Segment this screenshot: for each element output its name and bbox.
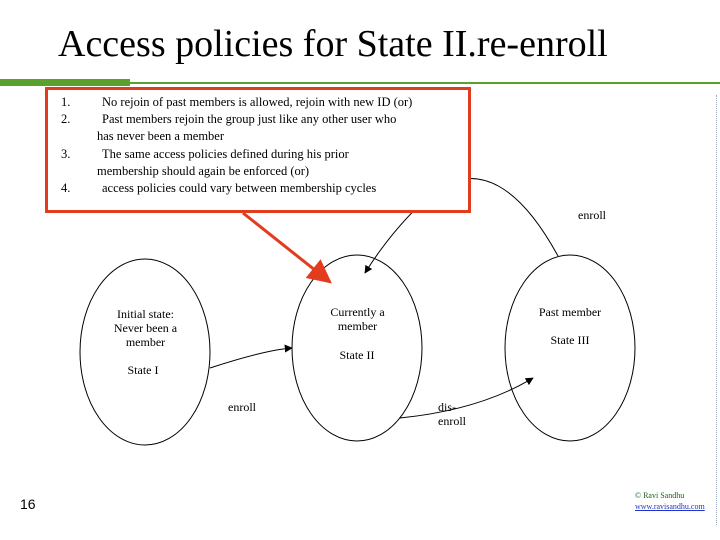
state-1-ellipse [80,259,210,445]
access-policy-callout [45,87,471,213]
state-1-text [98,307,193,349]
reenroll-label: enroll [578,208,606,222]
callout-line-2: Past members rejoin the group just like any other user who [102,112,397,126]
state-3-ellipse [505,255,635,441]
callout-line-1: No rejoin of past members is allowed, rejoin with new ID (or) [102,95,413,109]
state-2-label: Currently a member [330,305,385,333]
state-2-text [315,305,400,333]
state-1-label: Initial state: Never been a member [113,307,178,349]
callout-line-3b: membership should again be enforced (or) [97,164,310,178]
callout-num-3: 3. [61,147,71,161]
callout-pointer [243,213,330,282]
state-1-name: State I [127,363,159,377]
state-3-text: Past member [538,305,602,319]
callout-line-3: The same access policies defined during his prior [102,147,349,161]
disenroll-text: dis- enroll [438,400,466,428]
callout-num-4: 4. [61,181,71,195]
state-3-name: State III [550,333,590,347]
callout-line-4: access policies could vary between membership cycles [102,181,377,195]
credit-name: © Ravi Sandhu [635,491,685,500]
slide-title: Access policies for State II.re-enroll [58,23,608,65]
state-2-name: State II [339,348,375,362]
copyright-credit [635,490,705,512]
callout-num-1: 1. [61,95,71,109]
callout-line-2b: has never been a member [97,129,225,143]
credit-url-link[interactable]: www.ravisandhu.com [635,502,705,511]
enroll-arrow [210,348,292,368]
callout-num-2: 2. [61,112,71,126]
disenroll-label [438,400,478,428]
slide-number: 16 [20,496,36,512]
enroll-label: enroll [228,400,256,414]
